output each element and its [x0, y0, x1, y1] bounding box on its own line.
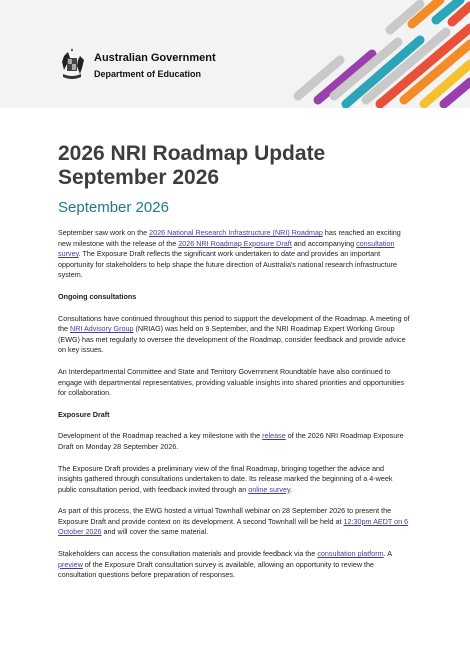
text-run: The Exposure Draft provides a preliminary view of the final Roadmap, bringing together the advice and insights gathered through consultations undertaken to date. Its release marked the beginning of a 4-week public consultation period, with feedback invited through an: [58, 463, 393, 494]
consultations-paragraph: [58, 314, 410, 356]
text-run: . A: [383, 549, 392, 559]
text-run: and accompanying: [291, 238, 357, 248]
org-name: Australian Government: [94, 52, 216, 64]
release-link[interactable]: release: [262, 431, 286, 441]
intro-paragraph: [58, 228, 410, 281]
header-banner: [0, 0, 470, 108]
stakeholders-paragraph: [58, 549, 410, 581]
text-run: and will cover the same material.: [101, 527, 209, 537]
committee-paragraph: An Interdepartmental Committee and State and Territory Government Roundtable have also continued to engage with departmental representatives, providing valuable insights into shared priorities and opportunities for collaboration.: [58, 366, 405, 398]
townhall-time-link[interactable]: 12:30pm AEDT on 6 October 2026: [58, 516, 409, 537]
text-run: Stakeholders can access the consultation materials and provide feedback via the: [58, 549, 318, 559]
preview-link[interactable]: preview: [58, 559, 83, 569]
text-run: As part of this process, the EWG hosted a virtual Townhall webinar on 28 September 2026 to present the Exposure Draft and provide context on its development. A second Townhall will be held at: [58, 506, 392, 526]
consultation-survey-link[interactable]: consultation survey: [58, 238, 395, 259]
preliminary-view-paragraph: [58, 464, 410, 496]
text-run: .: [290, 484, 293, 494]
online-survey-link[interactable]: online survey: [248, 484, 291, 494]
section-heading-ongoing: Ongoing consultations: [58, 291, 137, 301]
advisory-group-link[interactable]: NRI Advisory Group: [70, 324, 134, 334]
title-line-2: September 2026: [58, 166, 220, 189]
text-run: of the 2026 NRI Roadmap Exposure Draft on Monday 28 September 2026.: [58, 431, 404, 451]
section-heading-exposure-draft: Exposure Draft: [58, 409, 110, 419]
document-body: [58, 142, 410, 581]
text-run: Consultations have continued throughout this period to support the development of the Roadmap. A meeting of the: [58, 313, 410, 334]
consultation-platform-link[interactable]: consultation platform: [317, 549, 384, 559]
title-line-1: 2026 NRI Roadmap Update: [58, 142, 326, 165]
roadmap-link[interactable]: 2026 National Research Infrastructure (NRI) Roadmap: [149, 228, 323, 237]
townhall-paragraph: [58, 506, 410, 538]
text-run: . The Exposure Draft reflects the significant work undertaken to date and provides an important opportunity for stakeholders to help shape the future direction of Australia's national research infrastructure system.: [58, 249, 397, 280]
text-run: (NRIAG) was held on 9 September, and the NRI Roadmap Expert Working Group (EWG) has met regularly to oversee the development of the Roadmap, consider feedback and provide advice on key issues.: [58, 324, 406, 355]
page-subtitle: September 2026: [58, 199, 169, 216]
exposure-draft-link[interactable]: 2026 NRI Roadmap Exposure Draft: [178, 238, 292, 248]
milestone-paragraph: [58, 431, 410, 452]
coat-of-arms-icon: [58, 48, 86, 82]
text-run: has reached an exciting new milestone with the release of the: [58, 228, 401, 248]
department-name: Department of Education: [94, 69, 202, 79]
text-run: of the Exposure Draft consultation survey is available, allowing an opportunity to review the consultation questions before preparation of responses.: [58, 559, 375, 580]
text-run: Development of the Roadmap reached a key milestone with the: [58, 431, 263, 441]
text-run: September saw work on the: [58, 228, 150, 237]
page-title: [58, 142, 410, 190]
